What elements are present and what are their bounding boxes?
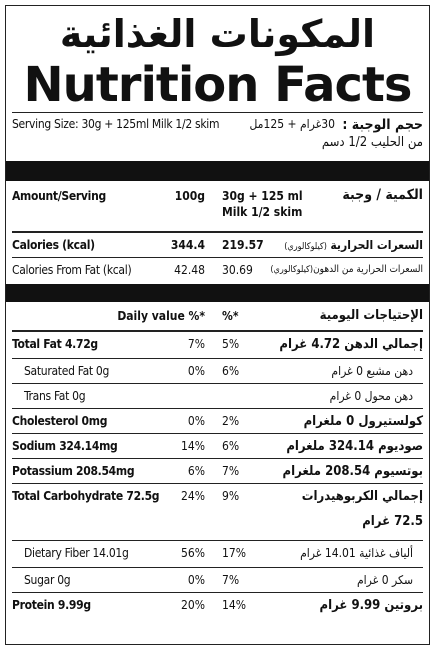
daily-value-label-ar: الإحتياجات اليومية: [319, 308, 423, 323]
calories-fat-100g: 42.48: [174, 263, 205, 277]
calories-fat-ar-text: السعرات الحرارية من الدهون: [313, 264, 423, 275]
nutrient-dv-serving: 17%: [222, 546, 246, 560]
daily-value-symbol: %*: [222, 309, 239, 323]
nutrient-name-ar: دهن محول 0 غرام: [329, 389, 413, 403]
calories-fat-ar-unit: (كيلوكالوري): [270, 265, 314, 275]
calories-fat-label-ar: [270, 264, 423, 275]
nutrient-dv-100g: 0%: [187, 414, 205, 428]
nutrient-row: [12, 458, 423, 483]
calories-ar-text: السعرات الحرارية: [330, 238, 423, 252]
nutrient-name-en: Potassium 208.54mg: [12, 464, 135, 478]
nutrient-dv-serving: 9%: [222, 489, 240, 503]
title-english: Nutrition Facts: [23, 57, 412, 113]
nutrient-row: [12, 540, 423, 567]
nutrient-dv-serving: 2%: [222, 414, 240, 428]
nutrient-name-en: Dietary Fiber 14.01g: [24, 546, 129, 560]
nutrient-name-en: Saturated Fat 0g: [24, 364, 110, 378]
nutrient-row: [12, 408, 423, 433]
title-arabic: المكونات الغذائية: [59, 12, 376, 56]
nutrient-name-ar: دهن مشبع 0 غرام: [331, 364, 413, 378]
daily-value-row: [12, 302, 423, 330]
nutrient-row: [12, 332, 423, 358]
nutrient-dv-serving: 6%: [222, 439, 240, 453]
nutrient-name-ar: إجمالي الكربوهيدرات: [301, 489, 423, 504]
nutrient-dv-100g: 6%: [187, 464, 205, 478]
nutrient-row: [12, 483, 423, 540]
calories-from-fat-row: [12, 258, 423, 284]
nutrient-dv-100g: 24%: [181, 489, 205, 503]
nutrient-dv-100g: 0%: [187, 573, 205, 587]
nutrient-row: [12, 433, 423, 458]
nutrient-name-en: Sodium 324.14mg: [12, 439, 118, 453]
amount-label-ar: الكمية / وجبة: [342, 187, 423, 203]
nutrient-row: [12, 383, 423, 408]
nutrient-dv-serving: 7%: [222, 573, 240, 587]
nutrient-name-en: Protein 9.99g: [12, 598, 91, 612]
nutrient-name-ar: بوتسيوم 208.54 ملغرام: [282, 464, 423, 479]
amount-per-serving-row: [12, 181, 423, 231]
nutrient-row: [12, 358, 423, 383]
amount-100g: 100g: [174, 189, 205, 203]
thick-divider: [6, 161, 429, 181]
nutrient-name-ar: كولستيرول 0 ملغرام: [303, 414, 423, 429]
daily-value-label-en: Daily value %*: [117, 309, 205, 323]
nutrient-row: [12, 567, 423, 592]
nutrient-dv-100g: 7%: [187, 337, 205, 351]
calories-fat-serving: 30.69: [222, 263, 253, 277]
serving-size: [12, 113, 423, 161]
nutrient-dv-serving: 5%: [222, 337, 240, 351]
nutrient-name-en: Total Carbohydrate 72.5g: [12, 489, 160, 503]
nutrient-list: [12, 332, 423, 617]
serving-size-ar-heading: حجم الوجبة :: [342, 117, 423, 133]
nutrition-label: [5, 5, 430, 645]
nutrient-name-ar: إجمالي الدهن 4.72 غرام: [279, 337, 423, 352]
amount-serving-milk: Milk 1/2 skim: [222, 205, 303, 219]
calories-100g: 344.4: [170, 238, 205, 252]
nutrient-name-en: Sugar 0g: [24, 573, 71, 587]
nutrient-dv-100g: 14%: [181, 439, 205, 453]
nutrient-name-ar: سكر 0 غرام: [357, 573, 413, 587]
calories-serving: 219.57: [222, 238, 264, 252]
calories-ar-unit: (كيلوكالوري): [284, 242, 327, 252]
nutrient-dv-100g: 20%: [181, 598, 205, 612]
nutrient-name-ar-amount: 72.5 غرام: [362, 514, 423, 529]
nutrient-name-ar: صوديوم 324.14 ملغرام: [286, 439, 423, 454]
nutrient-name-ar: بروتين 9.99 غرام: [319, 598, 423, 613]
serving-size-en: Serving Size: 30g + 125ml Milk 1/2 skim: [12, 117, 220, 131]
calories-fat-label-en: Calories From Fat (kcal): [12, 263, 132, 277]
nutrient-dv-serving: 14%: [222, 598, 246, 612]
nutrient-row: [12, 592, 423, 617]
calories-label-en: Calories (kcal): [12, 238, 95, 252]
calories-row: [12, 233, 423, 257]
nutrient-dv-serving: 6%: [222, 364, 240, 378]
thick-divider: [6, 284, 429, 302]
nutrient-name-ar: ألياف غذائية 14.01 غرام: [300, 546, 413, 560]
calories-label-ar: [284, 238, 423, 252]
nutrient-dv-serving: 7%: [222, 464, 240, 478]
serving-size-ar-amount: 30غرام + 125مل: [249, 117, 335, 131]
nutrient-name-en: Total Fat 4.72g: [12, 337, 98, 351]
nutrient-dv-100g: 56%: [181, 546, 205, 560]
nutrient-dv-100g: 0%: [187, 364, 205, 378]
nutrient-name-en: Cholesterol 0mg: [12, 414, 108, 428]
nutrient-name-en: Trans Fat 0g: [24, 389, 86, 403]
amount-serving: 30g + 125 ml: [222, 189, 303, 203]
amount-label-en: Amount/Serving: [12, 189, 106, 203]
serving-size-ar-milk: من الحليب 1/2 دسم: [321, 135, 423, 150]
